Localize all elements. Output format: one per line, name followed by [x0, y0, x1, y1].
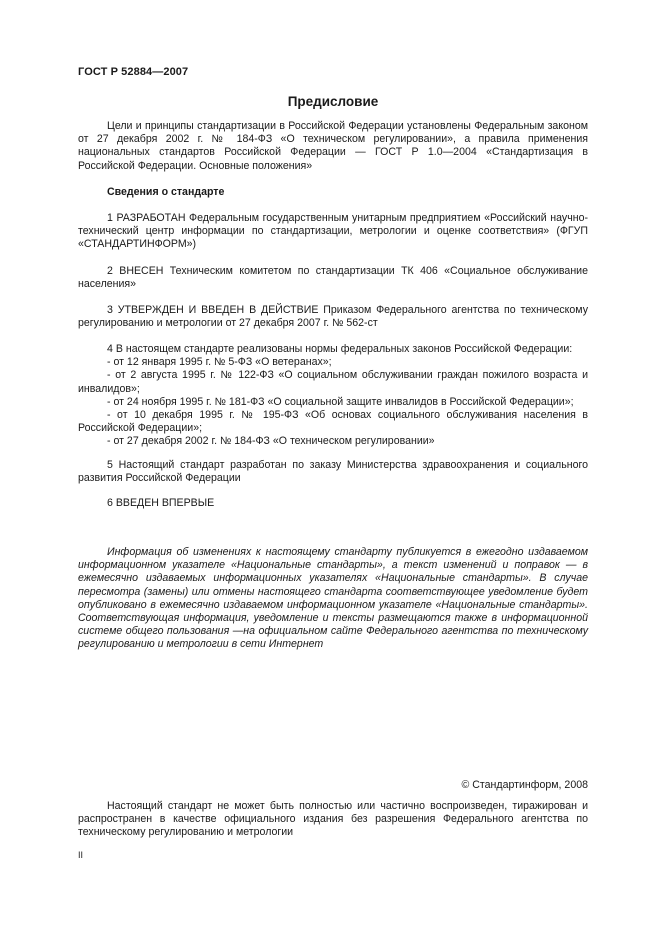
- item-3: 3 УТВЕРЖДЕН И ВВЕДЕН В ДЕЙСТВИЕ Приказом Федерального агентства по техническому регулированию и метрологии от 27 декабря 2007 г. № 562-ст: [78, 304, 588, 330]
- page-number: II: [78, 850, 84, 860]
- law-item: - от 2 августа 1995 г. № 122-ФЗ «О социальном обслуживании граждан пожилого возраста и инвалидов»;: [78, 369, 588, 395]
- law-item: - от 24 ноября 1995 г. № 181-ФЗ «О социальной защите инвалидов в Российской Федерации»;: [107, 395, 574, 408]
- document-number: ГОСТ Р 52884—2007: [78, 66, 189, 78]
- item-2: 2 ВНЕСЕН Техническим комитетом по стандартизации ТК 406 «Социальное обслуживание населения»: [78, 265, 588, 291]
- law-item: - от 12 января 1995 г. № 5-ФЗ «О ветеранах»;: [107, 356, 332, 369]
- item-6: 6 ВВЕДЕН ВПЕРВЫЕ: [107, 497, 215, 509]
- intro-paragraph: Цели и принципы стандартизации в Российской Федерации установлены Федеральным законом от 27 декабря 2002 г. № 184-ФЗ «О техническом регулировании», а правила применения национальных стандартов Российской Федерации — ГОСТ Р 1.0—2004 «Стандартизация в Российской Федерации. Основные положения»: [78, 120, 588, 172]
- notice-paragraph: Информация об изменениях к настоящему стандарту публикуется в ежегодно издаваемом информационном указателе «Национальные стандарты», а текст изменений и поправок — в ежемесячно издаваемых информационных указателях «Национальные стандарты». В случае пересмотра (замены) или отмены настоящего стандарта соответствующее уведомление будет опубликовано в ежемесячно издаваемом информационном указателе «Национальные стандарты». Соответствующая информация, уведомление и тексты размещаются также в информационной системе общего пользования —на официальном сайте Федерального агентства по техническому регулированию и метрологии в сети Интернет: [78, 546, 588, 651]
- law-item: - от 27 декабря 2002 г. № 184-ФЗ «О техническом регулировании»: [107, 435, 435, 448]
- item-4: [78, 343, 588, 449]
- page-title: Предисловие: [287, 94, 379, 109]
- reproduction-notice: Настоящий стандарт не может быть полностью или частично воспроизведен, тиражирован и распространен в качестве официального издания без разрешения Федерального агентства по техническому регулированию и метрологии: [78, 800, 588, 839]
- section-heading: Сведения о стандарте: [107, 186, 225, 198]
- item-5: 5 Настоящий стандарт разработан по заказу Министерства здравоохранения и социального развития Российской Федерации: [78, 459, 588, 485]
- law-item: - от 10 декабря 1995 г. № 195-ФЗ «Об основах социального обслуживания населения в Российской Федерации»;: [78, 409, 588, 435]
- item-4-lead: 4 В настоящем стандарте реализованы нормы федеральных законов Российской Федерации:: [107, 343, 573, 355]
- copyright: © Стандартинформ, 2008: [461, 779, 588, 791]
- item-1: 1 РАЗРАБОТАН Федеральным государственным унитарным предприятием «Российский научно-технический центр информации по стандартизации, метрологии и оценке соответствия» (ФГУП «СТАНДАРТИНФОРМ»): [78, 212, 588, 251]
